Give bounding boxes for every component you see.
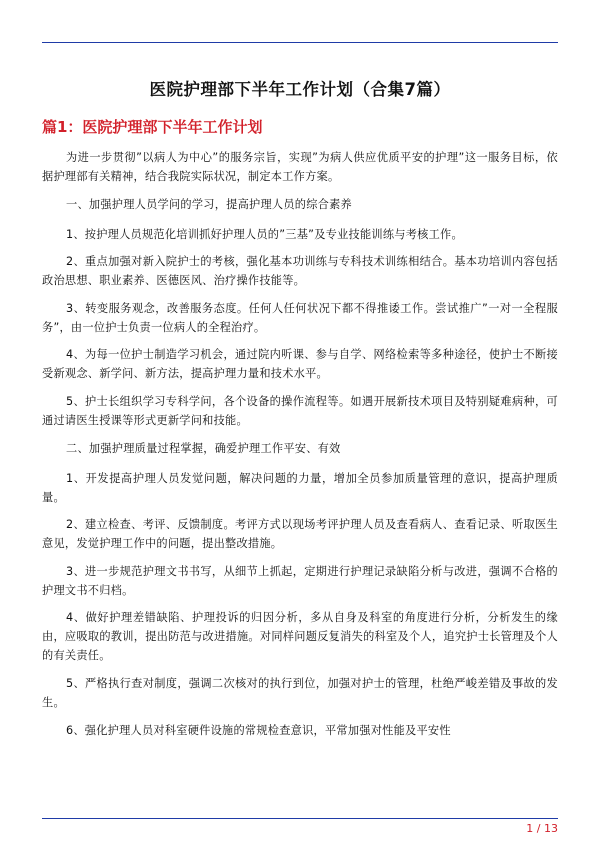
paragraph-item: 5、护士长组织学习专科学问，各个设备的操作流程等。如遇开展新技术项目及特别疑难病种，可通过请医生授课等形式更新学问和技能。 — [42, 394, 558, 427]
paragraph-item: 1、按护理人员规范化培训抓好护理人员的”三基”及专业技能训练与考核工作。 — [66, 227, 463, 241]
paragraph-heading-2: 二、加强护理质量过程掌握，确爱护理工作平安、有效 — [66, 441, 341, 455]
page-indicator: 1 / 13 — [526, 822, 558, 835]
paragraph-item: 1、开发提高护理人员发觉问题，解决问题的力量，增加全员参加质量管理的意识，提高护理质量。 — [42, 471, 558, 504]
paragraph-item: 3、转变服务观念，改善服务态度。任何人任何状况下都不得推诿工作。尝试推广”一对一全程服务”，由一位护士负责一位病人的全程治疗。 — [42, 301, 558, 334]
paragraph-intro: 为进一步贯彻”以病人为中心”的服务宗旨，实现”为病人供应优质平安的护理”这一服务目标，依据护理部有关精神，结合我院实际状况，制定本工作方案。 — [42, 151, 558, 183]
header-rule — [42, 42, 558, 43]
paragraph-item: 2、建立检查、考评、反馈制度。考评方式以现场考评护理人员及查看病人、查看记录、听取医生意见，发觉护理工作中的问题，提出整改措施。 — [42, 518, 558, 551]
document-body — [42, 148, 558, 748]
document-title: 医院护理部下半年工作计划（合集7篇） — [149, 80, 451, 99]
paragraph-item: 4、为每一位护士制造学习机会，通过院内听课、参与自学、网络检索等多种途径，使护士不断接受新观念、新学问、新方法，提高护理力量和技术水平。 — [42, 348, 558, 381]
paragraph-item: 4、做好护理差错缺陷、护理投诉的归因分析，多从自身及科室的角度进行分析，分析发生的缘由，应吸取的教训，提出防范与改进措施。对同样问题反复消失的科室及个人，追究护士长管理及个人的有关责任。 — [42, 611, 558, 663]
paragraph-item: 5、严格执行查对制度，强调二次核对的执行到位，加强对护士的管理，杜绝严峻差错及事故的发生。 — [42, 676, 558, 709]
paragraph-heading-1: 一、加强护理人员学问的学习，提高护理人员的综合素养 — [66, 197, 352, 211]
section-heading: 篇1：医院护理部下半年工作计划 — [42, 118, 263, 136]
paragraph-item: 3、进一步规范护理文书书写，从细节上抓起，定期进行护理记录缺陷分析与改进，强调不合格的护理文书不归档。 — [42, 564, 558, 597]
footer-rule — [42, 818, 558, 819]
paragraph-item: 2、重点加强对新入院护士的考核，强化基本功训练与专科技术训练相结合。基本功培训内容包括政治思想、职业素养、医德医风、治疗操作技能等。 — [42, 255, 558, 288]
paragraph-item: 6、强化护理人员对科室硬件设施的常规检查意识，平常加强对性能及平安性 — [66, 723, 451, 737]
